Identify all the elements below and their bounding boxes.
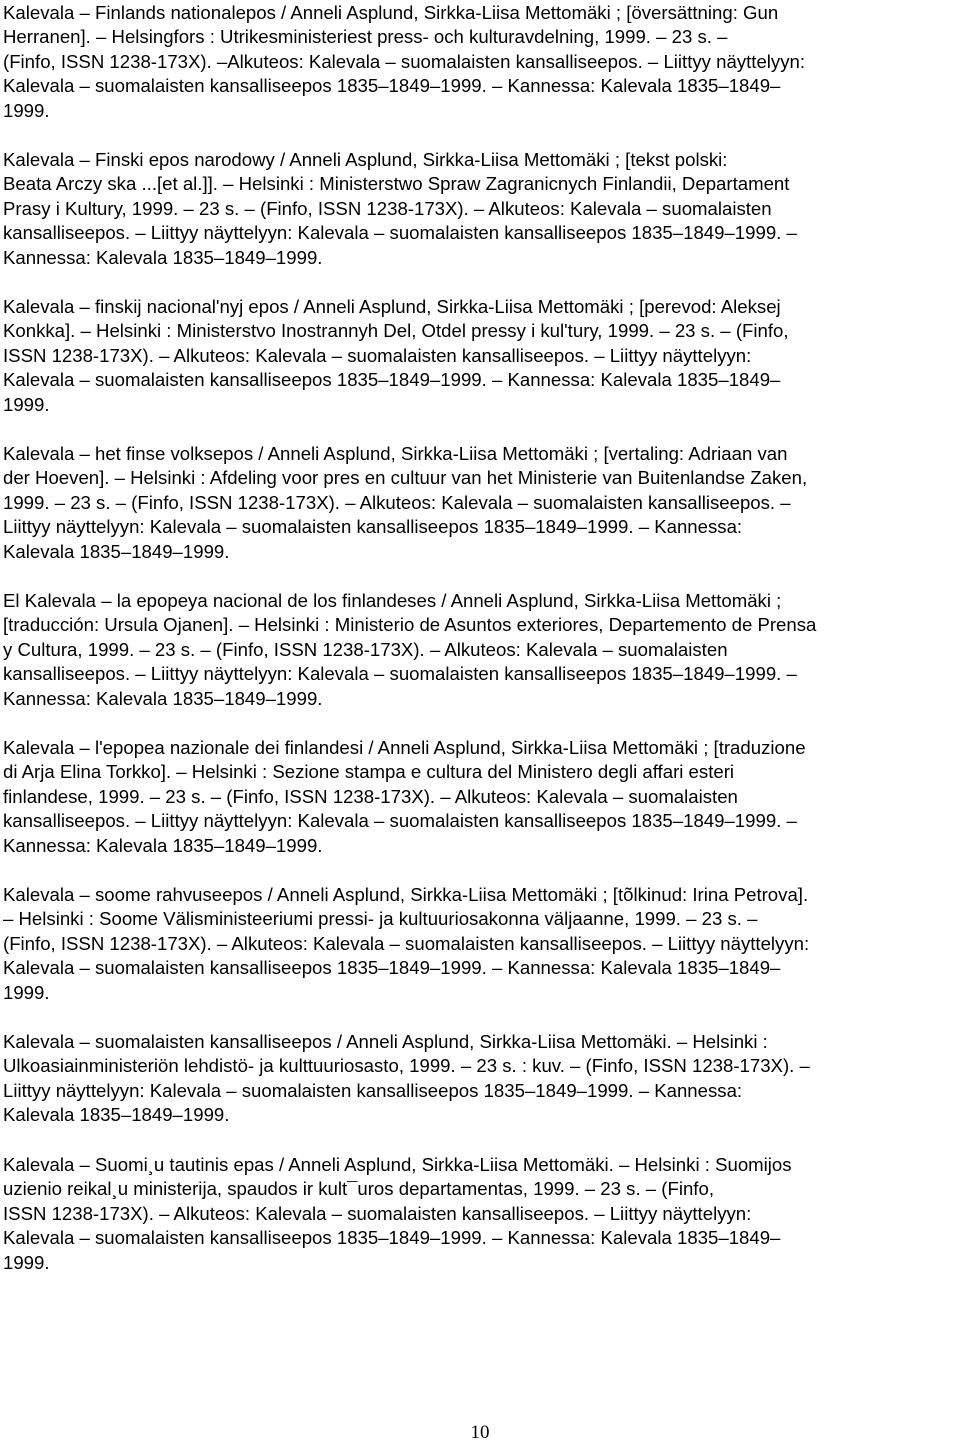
entry-line: 1999. – 23 s. – (Finfo, ISSN 1238-173X). – Alkuteos: Kalevala – suomalaisten kansalliseepos. – xyxy=(3,491,791,513)
entry-line: Kalevala – Finski epos narodowy / Anneli Asplund, Sirkka-Liisa Mettomäki ; [tekst polski: xyxy=(3,149,728,170)
bibliography-entry-italian xyxy=(3,736,806,858)
entry-line: Kannessa: Kalevala 1835–1849–1999. xyxy=(3,834,323,856)
entry-line: Liittyy näyttelyyn: Kalevala – suomalaisten kansalliseepos 1835–1849–1999. – Kannessa: xyxy=(3,516,743,538)
entry-line: Kalevala – suomalaisten kansalliseepos 1835–1849–1999. – Kannessa: Kalevala 1835–1849– xyxy=(3,957,781,979)
entry-line: di Arja Elina Torkko]. – Helsinki : Sezione stampa e cultura del Ministero degli affari esteri xyxy=(3,761,735,783)
entry-line: Kalevala – het finse volksepos / Anneli Asplund, Sirkka-Liisa Mettomäki ; [vertaling: Adriaan van xyxy=(3,443,788,464)
entry-line: Kalevala – suomalaisten kansalliseepos 1835–1849–1999. – Kannessa: Kalevala 1835–1849– xyxy=(3,369,781,391)
entry-line: finlandese, 1999. – 23 s. – (Finfo, ISSN 1238-173X). – Alkuteos: Kalevala – suomalaisten xyxy=(3,785,738,807)
entry-line: (Finfo, ISSN 1238-173X). – Alkuteos: Kalevala – suomalaisten kansalliseepos. – Liittyy näyttelyyn: xyxy=(3,932,810,954)
entry-line: ISSN 1238-173X). – Alkuteos: Kalevala – suomalaisten kansalliseepos. – Liittyy näyttelyyn: xyxy=(3,344,752,366)
entry-line: 1999. xyxy=(3,1251,50,1273)
bibliography-entry-spanish xyxy=(3,589,816,711)
entry-line: der Hoeven]. – Helsinki : Afdeling voor pres en cultuur van het Ministerie van Buitenlandse Zaken, xyxy=(3,467,808,489)
entry-line: 1999. xyxy=(3,393,50,415)
entry-line: Kalevala – Suomi¸u tautinis epas / Anneli Asplund, Sirkka-Liisa Mettomäki. – Helsinki : Suomijos xyxy=(3,1154,792,1175)
entry-line: El Kalevala – la epopeya nacional de los finlandeses / Anneli Asplund, Sirkka-Liisa Mettomäki ; xyxy=(3,590,782,611)
bibliography-entry-swedish xyxy=(3,1,805,123)
bibliography-entry-dutch xyxy=(3,442,807,564)
entry-line: kansalliseepos. – Liittyy näyttelyyn: Kalevala – suomalaisten kansalliseepos 1835–1849–1999. – xyxy=(3,663,797,685)
entry-line: Kalevala – l'epopea nazionale dei finlandesi / Anneli Asplund, Sirkka-Liisa Mettomäki ; [traduzione xyxy=(3,737,806,758)
entry-line: Kalevala – suomalaisten kansalliseepos 1835–1849–1999. – Kannessa: Kalevala 1835–1849– xyxy=(3,1227,781,1249)
entry-line: Konkka]. – Helsinki : Ministerstvo Inostrannyh Del, Otdel pressy i kul'tury, 1999. – 23 s. – (Finfo, xyxy=(3,320,789,342)
entry-line: Kalevala – finskij nacional'nyj epos / Anneli Asplund, Sirkka-Liisa Mettomäki ; [perevod: Aleksej xyxy=(3,296,781,317)
entry-line: Kannessa: Kalevala 1835–1849–1999. xyxy=(3,687,323,709)
bibliography-entry-russian xyxy=(3,295,789,417)
entry-line: Liittyy näyttelyyn: Kalevala – suomalaisten kansalliseepos 1835–1849–1999. – Kannessa: xyxy=(3,1079,743,1101)
entry-line: Prasy i Kultury, 1999. – 23 s. – (Finfo, ISSN 1238-173X). – Alkuteos: Kalevala – suomalaisten xyxy=(3,197,772,219)
entry-line: Kalevala – suomalaisten kansalliseepos / Anneli Asplund, Sirkka-Liisa Mettomäki. – Helsinki : xyxy=(3,1031,768,1052)
bibliography-entry-finnish xyxy=(3,1030,810,1128)
bibliography-entry-polish xyxy=(3,148,797,270)
page-number: 10 xyxy=(470,1422,490,1443)
entry-line: Kalevala – soome rahvuseepos / Anneli Asplund, Sirkka-Liisa Mettomäki ; [tõlkinud: Irina Petrova]. xyxy=(3,884,809,905)
entry-line: Herranen]. – Helsingfors : Utrikesministeriest press- och kulturavdelning, 1999. – 23 s. – xyxy=(3,26,728,48)
bibliography-entry-lithuanian xyxy=(3,1153,792,1275)
entry-line: kansalliseepos. – Liittyy näyttelyyn: Kalevala – suomalaisten kansalliseepos 1835–1849–1999. – xyxy=(3,810,797,832)
entry-line: ISSN 1238-173X). – Alkuteos: Kalevala – suomalaisten kansalliseepos. – Liittyy näyttelyyn: xyxy=(3,1202,752,1224)
entry-line: 1999. xyxy=(3,99,50,121)
entry-line: Kalevala – suomalaisten kansalliseepos 1835–1849–1999. – Kannessa: Kalevala 1835–1849– xyxy=(3,75,781,97)
entry-line: Kalevala – Finlands nationalepos / Anneli Asplund, Sirkka-Liisa Mettomäki ; [översättning: Gun xyxy=(3,2,779,23)
entry-line: Kannessa: Kalevala 1835–1849–1999. xyxy=(3,246,323,268)
entry-line: Ulkoasiainministeriön lehdistö- ja kulttuuriosasto, 1999. – 23 s. : kuv. – (Finfo, ISSN 1238-173X). – xyxy=(3,1055,810,1077)
entry-line: – Helsinki : Soome Välisministeeriumi pressi- ja kultuuriosakonna väljaanne, 1999. – 23 s. – xyxy=(3,908,758,930)
entry-line: Beata Arczy ska ...[et al.]]. – Helsinki : Ministerstwo Spraw Zagranicnych Finlandii, Departament xyxy=(3,173,790,195)
entry-line: Kalevala 1835–1849–1999. xyxy=(3,1104,230,1126)
bibliography-entry-estonian xyxy=(3,883,809,1005)
entry-line: 1999. xyxy=(3,981,50,1003)
entry-line: y Cultura, 1999. – 23 s. – (Finfo, ISSN 1238-173X). – Alkuteos: Kalevala – suomalaisten xyxy=(3,638,728,660)
entry-line: uzienio reikal¸u ministerija, spaudos ir kult¯uros departamentas, 1999. – 23 s. – (Finfo, xyxy=(3,1178,714,1200)
entry-line: kansalliseepos. – Liittyy näyttelyyn: Kalevala – suomalaisten kansalliseepos 1835–1849–1999. – xyxy=(3,222,797,244)
entry-line: [traducción: Ursula Ojanen]. – Helsinki : Ministerio de Asuntos exteriores, Departemento de Prensa xyxy=(3,614,817,636)
entry-line: (Finfo, ISSN 1238-173X). –Alkuteos: Kalevala – suomalaisten kansalliseepos. – Liittyy näyttelyyn: xyxy=(3,50,806,72)
entry-line: Kalevala 1835–1849–1999. xyxy=(3,540,230,562)
